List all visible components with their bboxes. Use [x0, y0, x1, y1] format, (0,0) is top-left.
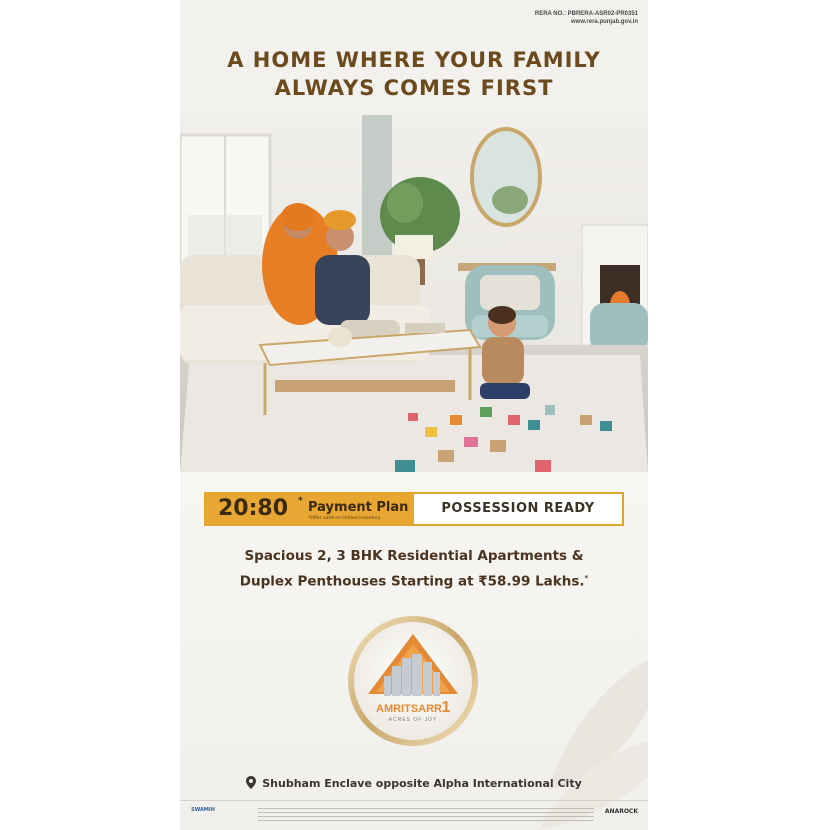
payment-plan-banner	[204, 492, 624, 526]
offer-text	[180, 545, 648, 593]
offer-line-1: Spacious 2, 3 BHK Residential Apartments &	[244, 548, 584, 564]
amritsarr-logo	[346, 614, 480, 748]
offer-asterisk: *	[584, 574, 589, 582]
payment-plan-box	[206, 494, 414, 524]
rera-number: RERA NO.: PBRERA-ASR02-PR0351	[534, 11, 638, 17]
logo-tagline: ACRES OF JOY	[388, 717, 438, 723]
swamih-logo: SWAMIH	[191, 807, 215, 813]
headline-line-2: ALWAYS COMES FIRST	[274, 76, 554, 100]
rera-website[interactable]: www.rera.punjab.gov.in	[570, 19, 638, 25]
anarock-logo: ANAROCK	[604, 808, 638, 815]
logo-name: AMRITSARR	[376, 703, 442, 715]
headline	[180, 46, 648, 102]
footer	[180, 800, 648, 830]
disclaimer-fineprint	[258, 808, 594, 824]
family-living-room-image	[180, 115, 648, 472]
offer-validity-note: *Offer valid on limited inventory	[308, 516, 381, 521]
payment-ratio: 20:80	[218, 496, 289, 521]
payment-ratio-asterisk: *	[298, 496, 303, 506]
advertisement	[180, 0, 648, 830]
offer-line-2: Duplex Penthouses Starting at ₹58.99 Lakhs.	[239, 573, 585, 590]
logo-number: 1	[441, 699, 451, 716]
payment-plan-label: Payment Plan	[308, 500, 409, 515]
possession-ready-label: POSSESSION READY	[441, 501, 595, 516]
rera-info	[535, 10, 638, 26]
location	[180, 776, 648, 790]
location-pin-icon	[246, 776, 256, 789]
location-text: Shubham Enclave opposite Alpha International City	[262, 777, 582, 790]
headline-line-1: A HOME WHERE YOUR FAMILY	[227, 48, 601, 72]
